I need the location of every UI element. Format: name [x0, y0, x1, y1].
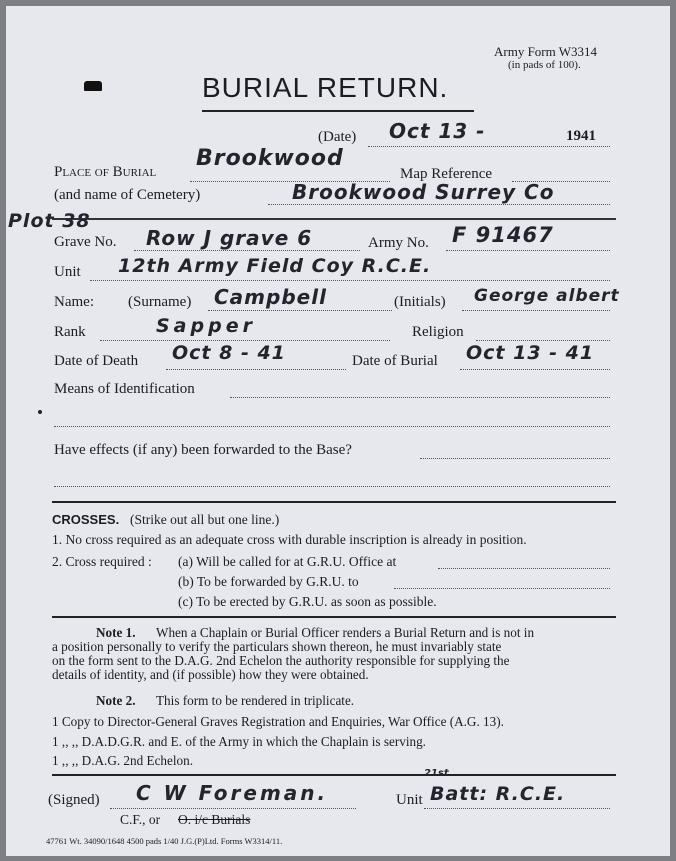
signature-value: C W Foreman.: [136, 781, 329, 805]
note1-line: details of identity, and (if possible) how they were obtained.: [52, 667, 369, 682]
note1-line: on the form sent to the D.A.G. 2nd Echelon the authority responsible for supplying the: [52, 653, 510, 668]
note1-line: a position personally to verify the particulars shown thereon, he must invariably state: [52, 639, 502, 654]
section-rule: [52, 501, 616, 503]
crosses-option-2a: (a) Will be called for at G.R.U. Office at: [178, 554, 397, 569]
hole-punch-mark: [84, 81, 102, 91]
grave-no-label: Grave No.: [54, 234, 117, 250]
burial-return-form: [6, 6, 670, 856]
place-of-burial-label: Place of Burial: [54, 164, 157, 180]
rank-value: Sapper: [156, 315, 256, 337]
cemetery-label: (and name of Cemetery): [54, 187, 201, 203]
note1-line: When a Chaplain or Burial Officer renders a Burial Return and is not in: [156, 625, 535, 640]
initials-value: George albert: [474, 286, 620, 306]
crosses-option-2c: (c) To be erected by G.R.U. as soon as possible.: [178, 594, 437, 609]
signed-label: (Signed): [48, 792, 100, 808]
crosses-option-2b: (b) To be forwarded by G.R.U. to: [178, 574, 359, 589]
crosses-heading: CROSSES.: [52, 512, 120, 527]
unit-value: 12th Army Field Coy R.C.E.: [118, 255, 432, 277]
army-no-label: Army No.: [368, 235, 429, 251]
army-no-value: F 91467: [452, 223, 554, 247]
note1-heading: Note 1.: [96, 625, 136, 640]
date-of-burial-value: Oct 13 - 41: [466, 342, 595, 364]
print-code: 47761 Wt. 34090/1648 4500 pads 1/40 J.G.(P)Ltd. Forms W3314/11.: [46, 836, 283, 846]
religion-label: Religion: [412, 324, 464, 340]
note2-heading: Note 2.: [96, 693, 136, 708]
date-value: Oct 13 -: [389, 119, 486, 143]
identification-label: Means of Identification: [54, 381, 195, 397]
crosses-option-2: 2. Cross required :: [52, 554, 152, 569]
copy-line: 1 ,, ,, D.A.D.G.R. and E. of the Army in which the Chaplain is serving.: [52, 734, 426, 749]
role-struck: O. i/c Burials: [178, 812, 251, 827]
section-rule: [52, 616, 616, 618]
grave-no-value: Row J grave 6: [146, 226, 313, 250]
signature-unit-value: Batt: R.C.E.: [430, 783, 566, 805]
date-of-death-value: Oct 8 - 41: [172, 342, 286, 364]
map-reference-label: Map Reference: [400, 166, 493, 182]
section-rule: [52, 218, 616, 220]
ink-dot: [38, 410, 42, 414]
date-of-burial-label: Date of Burial: [352, 353, 438, 369]
pads-note: (in pads of 100).: [508, 59, 581, 71]
form-title: BURIAL RETURN.: [202, 72, 449, 103]
crosses-instruction: (Strike out all but one line.): [130, 512, 280, 527]
surname-label: (Surname): [128, 294, 192, 310]
title-underline: [202, 110, 474, 112]
crosses-option-1: 1. No cross required as an adequate cross with durable inscription is already in position.: [52, 532, 527, 547]
effects-label: Have effects (if any) been forwarded to the Base?: [54, 442, 352, 458]
copy-line: 1 ,, ,, D.A.G. 2nd Echelon.: [52, 753, 194, 768]
surname-value: Campbell: [214, 285, 327, 309]
note2-text: This form to be rendered in triplicate.: [156, 693, 355, 708]
section-rule: [52, 774, 616, 776]
name-label: Name:: [54, 294, 94, 310]
signature-unit-label: Unit: [396, 792, 423, 808]
date-label: (Date): [318, 129, 357, 145]
rank-label: Rank: [54, 324, 86, 340]
unit-label: Unit: [54, 264, 81, 280]
army-form-number: Army Form W3314: [494, 44, 598, 59]
date-year: 1941: [566, 128, 596, 144]
plot-note: Plot 38: [8, 210, 91, 232]
initials-label: (Initials): [394, 294, 446, 310]
place-of-burial-value: Brookwood: [196, 146, 344, 171]
cemetery-value: Brookwood Surrey Co: [292, 180, 555, 204]
signature-unit-superscript: 21st: [424, 768, 449, 779]
date-of-death-label: Date of Death: [54, 353, 139, 369]
copy-line: 1 Copy to Director-General Graves Registration and Enquiries, War Office (A.G. 13).: [52, 714, 504, 729]
role-cf: C.F., or: [120, 812, 161, 827]
